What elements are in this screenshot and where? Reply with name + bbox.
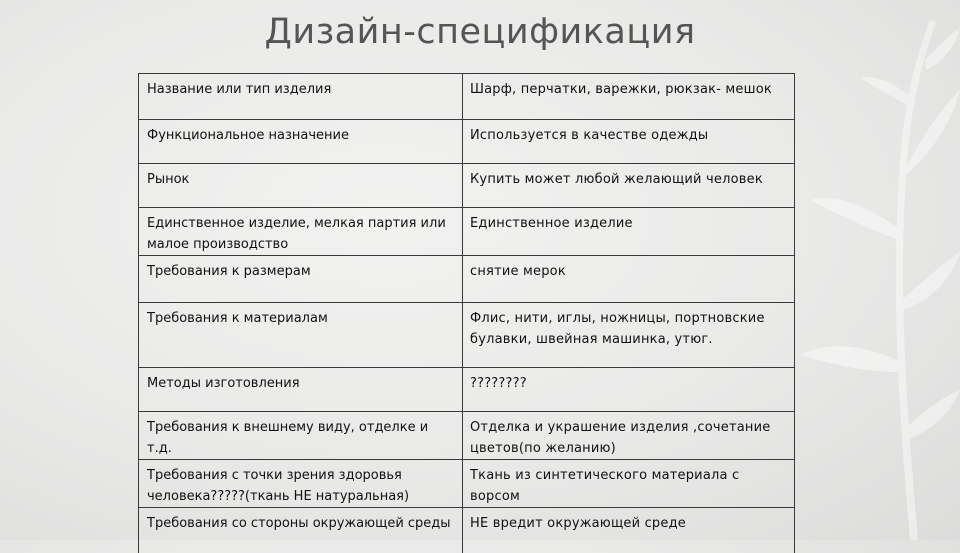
spec-table xyxy=(138,73,795,553)
row-value: Отделка и украшение изделия ,сочетание цветов(по желанию) xyxy=(463,412,795,460)
row-value: НЕ вредит окружающей среде xyxy=(463,508,795,553)
row-label: Рынок xyxy=(139,164,463,208)
table-row xyxy=(139,508,795,553)
table-row xyxy=(139,256,795,303)
row-value: Флис, нити, иглы, ножницы, портновские булавки, швейная машинка, утюг. xyxy=(463,303,795,368)
row-value: Используется в качестве одежды xyxy=(463,120,795,164)
row-label: Методы изготовления xyxy=(139,368,463,412)
table-row xyxy=(139,368,795,412)
table-row xyxy=(139,164,795,208)
row-label: Единственное изделие, мелкая партия или малое производство xyxy=(139,208,463,256)
row-label: Название или тип изделия xyxy=(139,74,463,120)
table-row xyxy=(139,120,795,164)
row-label: Требования с точки зрения здоровья человека?????(ткань НЕ натуральная) xyxy=(139,460,463,508)
row-label: Требования со стороны окружающей среды xyxy=(139,508,463,553)
row-label: Требования к материалам xyxy=(139,303,463,368)
table-row xyxy=(139,412,795,460)
row-value: Ткань из синтетического материала с ворсом xyxy=(463,460,795,508)
row-value: ???????? xyxy=(463,368,795,412)
table-row xyxy=(139,74,795,120)
row-value: Шарф, перчатки, варежки, рюкзак- мешок xyxy=(463,74,795,120)
page-title: Дизайн-спецификация xyxy=(264,12,696,52)
table-row xyxy=(139,460,795,508)
row-value: снятие мерок xyxy=(463,256,795,303)
table-row xyxy=(139,208,795,256)
row-label: Требования к внешнему виду, отделке и т.д. xyxy=(139,412,463,460)
row-value: Единственное изделие xyxy=(463,208,795,256)
row-value: Купить может любой желающий человек xyxy=(463,164,795,208)
row-label: Требования к размерам xyxy=(139,256,463,303)
table-row xyxy=(139,303,795,368)
row-label: Функциональное назначение xyxy=(139,120,463,164)
